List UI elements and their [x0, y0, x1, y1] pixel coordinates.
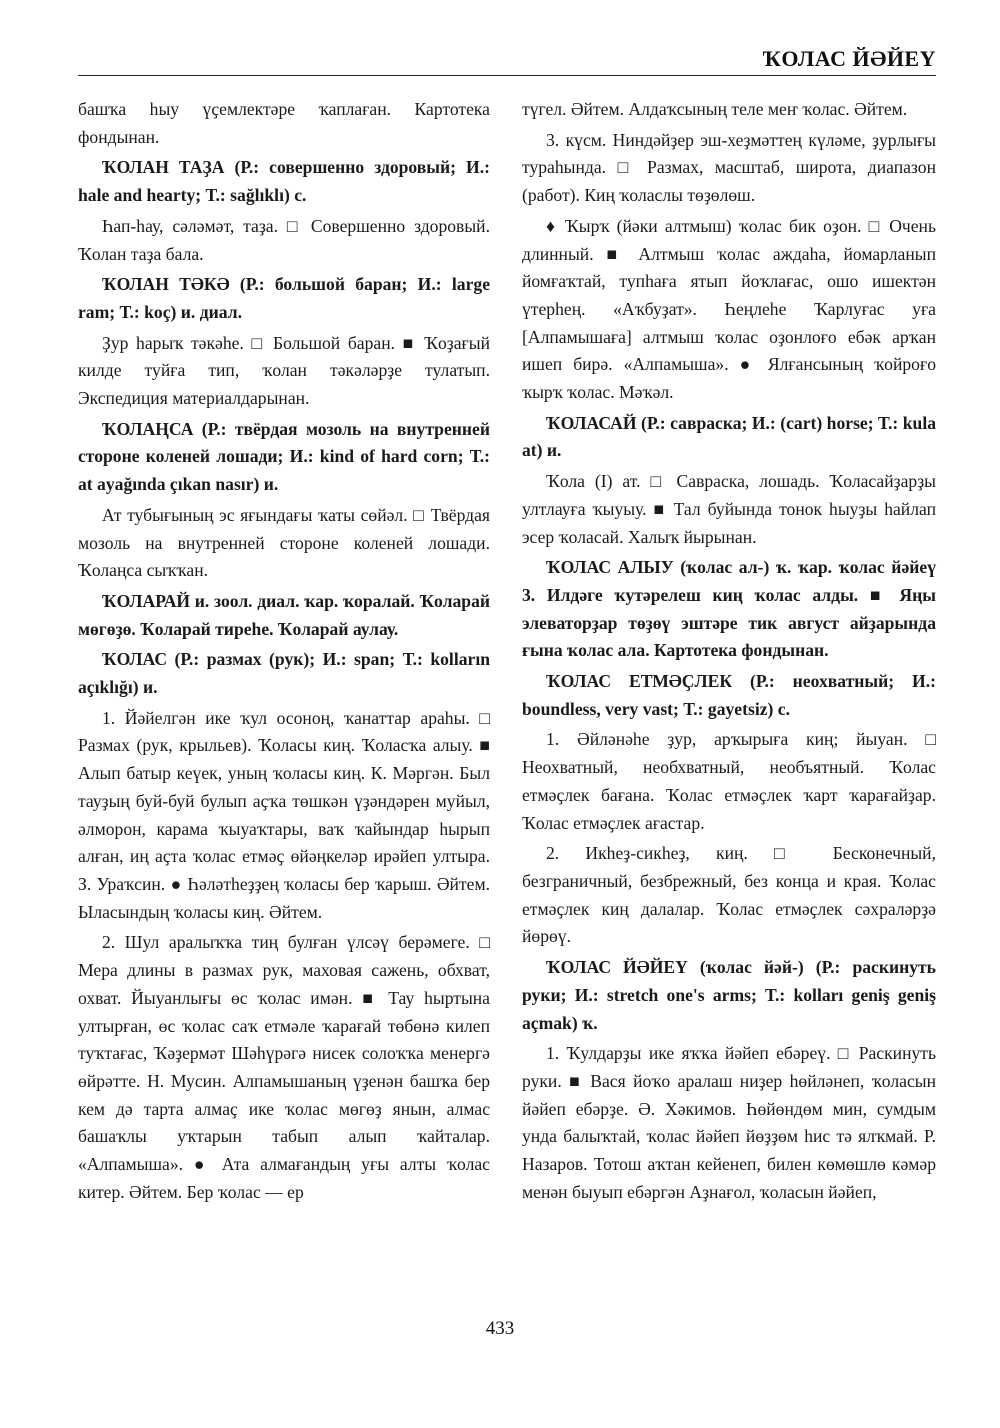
entry-headword-kolas-aliu: ҠОЛАС АЛЫУ (ҡолас ал-) ҡ. ҡар. ҡолас йәйеү 3. Илдәге ҡутәрелеш киң ҡолас алды. ■ Яңы элеваторҙар төҙөү эштәре тик август айҙарында ғына ҡолас ала. Картотека фондынан.: [522, 557, 936, 661]
entry-headword-kolansa: ҠОЛАҢСА (Р.: твёрдая мозоль на внутренней стороне коленей лошади; И.: kind of hard corn; Т.: at ayağında çıkan nasır) и.: [78, 418, 490, 495]
entry-headword-kolasay: ҠОЛАСАЙ (Р.: савраска; И.: (cart) horse; Т.: kula at) и.: [522, 412, 936, 461]
entry-definition: Ҡола (I) ат. □ Савраска, лошадь. Ҡоласайҙарҙы ултлауға ҡыуыу. ■ Тал буйында тонок һыуҙы һайлап эсер ҡоласай. Халыҡ йырынан.: [522, 471, 936, 547]
entry-sense-2: 2. Икһеҙ-сикһеҙ, киң. □ Бесконечный, безграничный, безбрежный, без конца и края. Ҡолас етмәҫлек киң далалар. Ҡолас етмәҫлек сәхраләрҙә йөрөү.: [522, 843, 936, 947]
entry-sense-1: 1. Ҡулдарҙы ике яҡҡа йәйеп ебәреү. □ Раскинуть руки. ■ Вася йоҡо аралаш ниҙер һөйләнеп, ҡоласын йәйеп ебәрҙе. Ә. Хәкимов. Һөйөндөм мин, сумдым унда балыҡтай, ҡолас йәйеп йөҙҙөм һис тә ялҡмай. Р. Назаров. Тотош аҡтан кейенеп, билен көмөшлө кәмәр менән быуып ебәргән Аҙнағол, ҡоласын йәйеп,: [522, 1043, 936, 1202]
entry-sense-2: 2. Шул аралыҡҡа тиң булған үлсәү берәмеге. □ Мера длины в размах рук, маховая сажень, обхват, охват. Йыуанлығы өс ҡолас имән. ■ Тау һыртына ултырған, өс ҡолас саҡ етмәле ҡарағай төбөнә килеп туҡтағас, Ҡәҙермәт Шәһүрәгә нисек солоҡҡа менергә өйрәтте. Н. Мусин. Алпамышаның үҙенән башҡа бер кем дә тарта алмаҫ ике ҡолас мөгөҙ янын, алмас башаҡлы уҡтарын табып алып ҡайталар. «Алпамыша». ● Ата алмағандың уғы алты ҡолас китер. Әйтем. Бер ҡолас — ер: [78, 932, 490, 1202]
entry-headword-kolas-yeyeu: ҠОЛАС ЙӘЙЕҮ (ҡолас йәй-) (Р.: раскинуть руки; И.: stretch one's arms; Т.: kolları geniş geniş açmak) ҡ.: [522, 957, 936, 1033]
entry-continuation: башҡа һыу үҫемлектәре ҡаплаған. Картотека фондынан.: [78, 99, 490, 147]
entry-headword-kolan-taza: ҠОЛАН ТАҘА (Р.: совершенно здоровый; И.: hale and hearty; Т.: sağlıklı) с.: [78, 157, 490, 206]
running-head-title: ҠОЛАС ЙӘЙЕҮ: [762, 46, 936, 71]
entry-headword-kolan-teke: ҠОЛАН ТӘКӘ (Р.: большой баран; И.: large ram; Т.: koç) и. диал.: [78, 274, 490, 322]
header-rule: [78, 75, 936, 76]
entry-sense-1: 1. Әйләнәһе ҙур, арҡырыға киң; йыуан. □ Неохватный, необхватный, необъятный. Ҡолас етмәҫлек бағана. Ҡолас етмәҫлек ҡарт ҡарағайҙар. Ҡолас етмәҫлек ағастар.: [522, 729, 936, 833]
entry-headword-kolaray: ҠОЛАРАЙ и. зоол. диал. ҡар. ҡоралай. Ҡоларай мөгөҙө. Ҡоларай тиреһе. Ҡоларай аулау.: [78, 590, 490, 639]
right-column: [522, 96, 936, 1209]
entry-definition: Һап-һау, сәләмәт, таҙа. □ Совершенно здоровый. Ҡолан таҙа бала.: [78, 215, 490, 264]
page-number: 433: [485, 1318, 515, 1339]
running-header: [0, 46, 1000, 76]
entry-idiom: ♦ Ҡырҡ (йәки алтмыш) ҡолас бик оҙон. □ Очень длинный. ■ Алтмыш ҡолас аждаһа, йомарланып йомғаҡтай, тупһаға ятып йоҡлағас, ошо ишектән үтерһең. «Аҡбуҙат». Һеңлеһе Ҡарлуғас уға [Алпамышаға] алтмыш ҡолас оҙонлоғо ебәк арҡан ишеп бирә. «Алпамыша». ● Ялғансының ҡойроғо ҡырҡ ҡолас. Мәҡәл.: [522, 215, 936, 403]
entry-sense-1: 1. Йәйелгән ике ҡул осоноң, ҡанаттар араһы. □ Размах (рук, крыльев). Ҡоласы киң. Ҡоласҡа алыу. ■ Алып батыр кеүек, уның ҡоласы киң. К. Мәргән. Был тауҙың буй-буй булып аҫҡа төшкән үҙәндәрен муйыл, әлморон, карама ҡыуаҡтары, ваҡ ҡайындар һырып алған, иң аҫта ҡолас етмәҫ өйәңкеләр ирәйеп ултыра. З. Ураҡсин. ● Һәләтһеҙҙең ҡоласы бер ҡарыш. Әйтем. Ыласындың ҡоласы киң. Әйтем.: [78, 707, 490, 922]
entry-sense-3: 3. күсм. Ниндәйҙер эш-хеҙмәттең күләме, ҙурлығы тураһында. □ Размах, масштаб, широта, диапазон (работ). Киң ҡоласлы төҙөлөш.: [522, 129, 936, 206]
entry-definition: Ҙур һарыҡ тәкәһе. □ Большой баран. ■ Ҡоҙағый килде туйға тип, ҡолан тәкәләрҙе тулатып. Экспедиция материалдарынан.: [78, 332, 490, 409]
left-column: [78, 96, 490, 1209]
entry-headword-kolas: ҠОЛАС (Р.: размах (рук); И.: span; Т.: kolların açıklığı) и.: [78, 649, 490, 698]
entry-definition: Ат тубығының эс яғындағы ҡаты сөйәл. □ Твёрдая мозоль на внутренней стороне коленей лошади. Ҡолаңса сыҡҡан.: [78, 504, 490, 581]
entry-headword-kolas-etmeslek: ҠОЛАС ЕТМӘҪЛЕК (Р.: неохватный; И.: boundless, very vast; Т.: gayetsiz) с.: [522, 671, 936, 719]
entry-continuation: түгел. Әйтем. Алдаҡсының теле меҥ ҡолас. Әйтем.: [522, 99, 908, 119]
